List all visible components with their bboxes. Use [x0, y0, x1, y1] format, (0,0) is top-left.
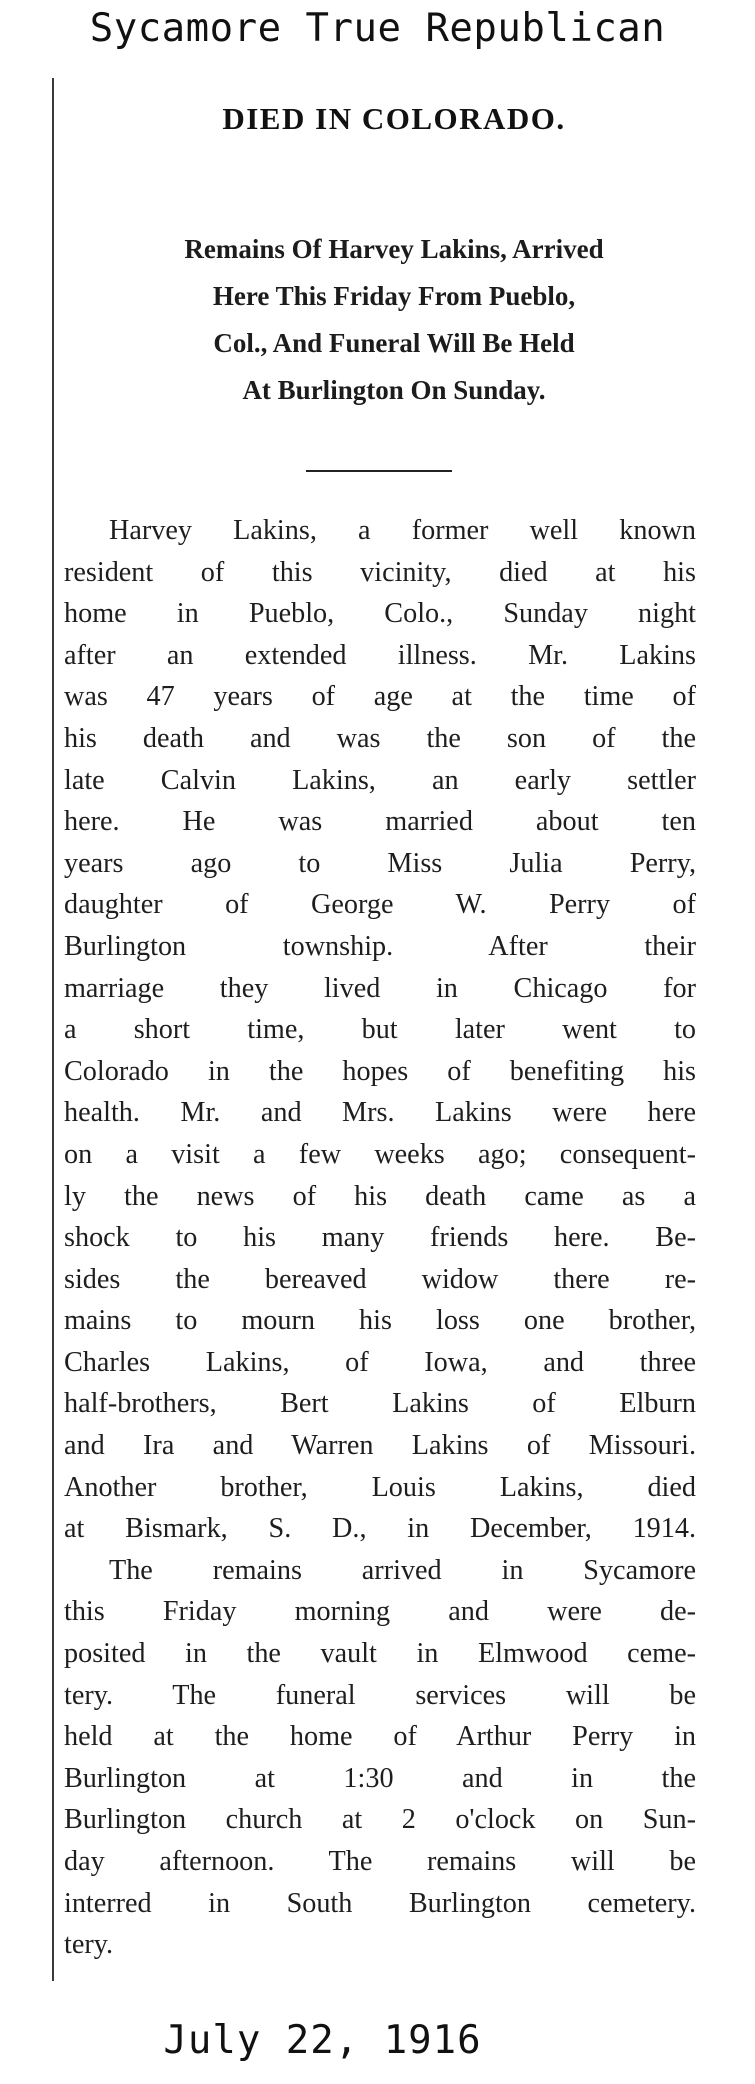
article-line: posited in the vault in Elmwood ceme-: [64, 1638, 696, 1670]
subhead-line: Col., And Funeral Will Be Held: [213, 328, 575, 358]
article-line: half-brothers, Bert Lakins of Elburn: [64, 1388, 696, 1420]
article-line: Another brother, Louis Lakins, died: [64, 1471, 696, 1503]
newspaper-masthead: Sycamore True Republican: [89, 6, 666, 51]
article-line: Charles Lakins, of Iowa, and three: [64, 1346, 696, 1378]
article-line: The remains arrived in Sycamore: [109, 1554, 696, 1586]
article-line: Burlington township. After their: [64, 930, 696, 962]
article-line: at Bismark, S. D., in December, 1914.: [64, 1513, 696, 1545]
article-line: was 47 years of age at the time of: [64, 681, 696, 713]
article-line: daughter of George W. Perry of: [64, 889, 696, 921]
article-subhead: [84, 226, 704, 414]
newspaper-clipping: [52, 78, 712, 1981]
subhead-line: At Burlington On Sunday.: [242, 375, 546, 405]
article-line: home in Pueblo, Colo., Sunday night: [64, 598, 696, 630]
article-line: mains to mourn his loss one brother,: [64, 1305, 696, 1337]
article-line: his death and was the son of the: [64, 722, 696, 754]
article-line: day afternoon. The remains will be: [64, 1846, 696, 1877]
article-line: Colorado in the hopes of benefiting his: [64, 1055, 696, 1087]
article-line: after an extended illness. Mr. Lakins: [64, 639, 696, 671]
article-line: tery. The funeral services will be: [64, 1679, 696, 1711]
article-line: this Friday morning and were de-: [64, 1596, 696, 1628]
subhead-line: Remains Of Harvey Lakins, Arrived: [184, 234, 604, 264]
article-line: sides the bereaved widow there re-: [64, 1263, 696, 1295]
article-line: resident of this vicinity, died at his: [64, 556, 696, 588]
article-line: Harvey Lakins, a former well known: [109, 515, 696, 546]
article-line: tery.: [64, 1929, 114, 1961]
article-line: on a visit a few weeks ago; consequent-: [64, 1138, 696, 1170]
article-line: health. Mr. and Mrs. Lakins were here: [64, 1097, 696, 1129]
article-line: marriage they lived in Chicago for: [64, 972, 696, 1004]
article-line: shock to his many friends here. Be-: [64, 1222, 696, 1254]
article-line: Burlington church at 2 o'clock on Sun-: [64, 1804, 696, 1836]
section-divider: [306, 470, 452, 472]
subhead-line: Here This Friday From Pueblo,: [212, 281, 576, 311]
article-body: [64, 510, 696, 1966]
publication-date: July 22, 1916: [163, 2018, 482, 2063]
article-headline: DIED IN COLORADO.: [222, 101, 566, 136]
article-line: years ago to Miss Julia Perry,: [64, 847, 696, 879]
article-line: Burlington at 1:30 and in the: [64, 1762, 696, 1794]
article-line: a short time, but later went to: [64, 1014, 696, 1046]
article-line: here. He was married about ten: [64, 806, 696, 838]
article-line: interred in South Burlington cemetery.: [64, 1887, 696, 1919]
article-line: ly the news of his death came as a: [64, 1180, 696, 1212]
article-line: held at the home of Arthur Perry in: [64, 1721, 696, 1753]
article-line: and Ira and Warren Lakins of Missouri.: [64, 1430, 696, 1462]
article-line: late Calvin Lakins, an early settler: [64, 764, 696, 796]
